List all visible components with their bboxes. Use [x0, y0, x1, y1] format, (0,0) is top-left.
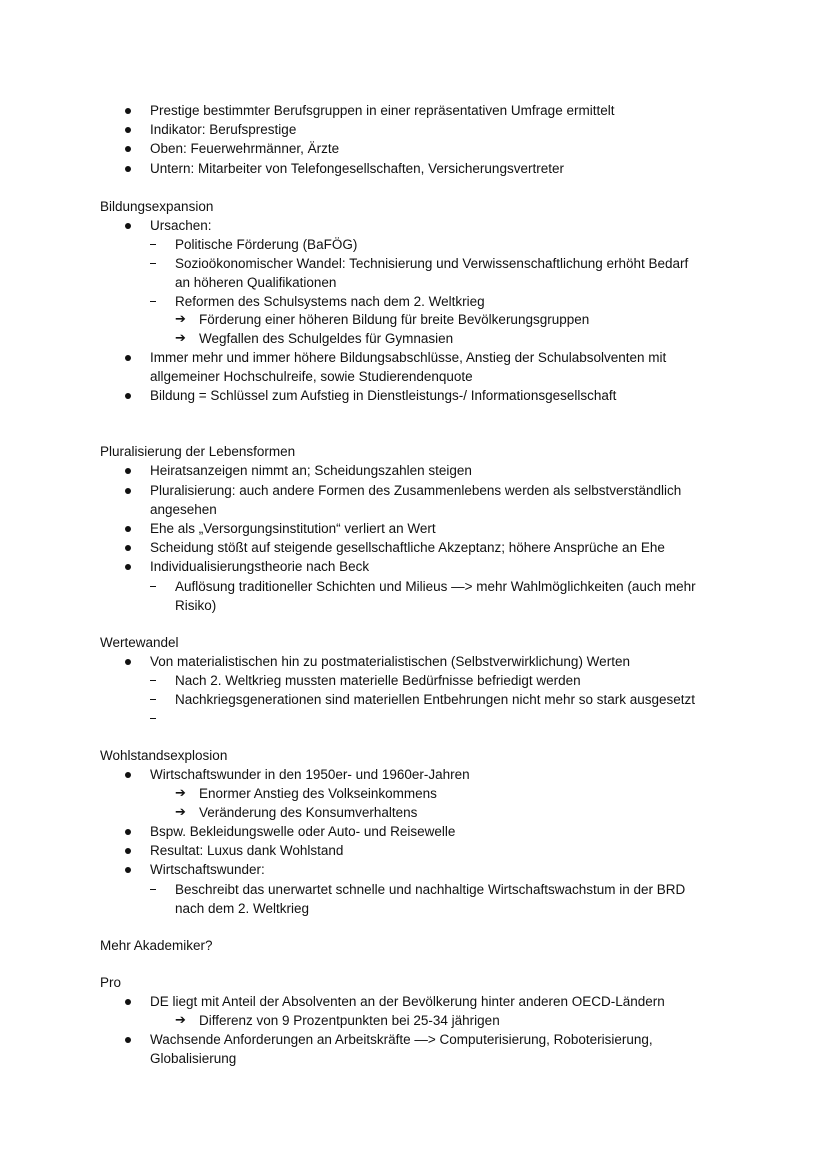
- bullet-icon: [125, 659, 131, 665]
- list-item-continuation: an höheren Qualifikationen: [175, 275, 337, 290]
- list-item: Wirtschaftswunder:: [150, 862, 265, 877]
- list-item: Sozioökonomischer Wandel: Technisierung und Verwissenschaftlichung erhöht Bedarf: [175, 256, 689, 271]
- dash-icon: [150, 718, 156, 719]
- list-item: Bildung = Schlüssel zum Aufstieg in Dienstleistungs-/ Informationsgesellschaft: [150, 388, 617, 403]
- dash-icon: [150, 263, 156, 264]
- list-item: Bspw. Bekleidungswelle oder Auto- und Reisewelle: [150, 824, 456, 839]
- list-item-continuation: nach dem 2. Weltkrieg: [175, 901, 310, 916]
- list-item: DE liegt mit Anteil der Absolventen an der Bevölkerung hinter anderen OECD-Ländern: [150, 994, 665, 1009]
- bullet-icon: [125, 127, 131, 133]
- list-item: Förderung einer höheren Bildung für breite Bevölkerungsgruppen: [199, 312, 590, 327]
- bullet-icon: [125, 848, 131, 854]
- list-item-continuation: allgemeiner Hochschulreife, sowie Studierendenquote: [150, 369, 473, 384]
- bullet-icon: [125, 355, 131, 361]
- list-item: Ursachen:: [150, 218, 212, 233]
- dash-icon: [150, 586, 156, 587]
- arrow-right-icon: ➔: [175, 1013, 186, 1028]
- list-item: Reformen des Schulsystems nach dem 2. Weltkrieg: [175, 294, 485, 309]
- bullet-icon: [125, 108, 131, 114]
- bullet-icon: [125, 393, 131, 399]
- dash-icon: [150, 699, 156, 700]
- list-item: Indikator: Berufsprestige: [150, 122, 297, 137]
- list-item: Oben: Feuerwehrmänner, Ärzte: [150, 141, 340, 156]
- bullet-icon: [125, 829, 131, 835]
- section-heading-akademiker: Mehr Akademiker?: [100, 938, 213, 953]
- list-item: Untern: Mitarbeiter von Telefongesellschaften, Versicherungsvertreter: [150, 161, 564, 176]
- dash-icon: [150, 301, 156, 302]
- arrow-right-icon: ➔: [175, 786, 186, 801]
- bullet-icon: [125, 166, 131, 172]
- list-item-continuation: Risiko): [175, 598, 217, 613]
- subheading-pro: Pro: [100, 975, 122, 990]
- list-item: Wegfallen des Schulgeldes für Gymnasien: [199, 331, 454, 346]
- dash-icon: [150, 244, 156, 245]
- bullet-icon: [125, 146, 131, 152]
- list-item-continuation: angesehen: [150, 502, 217, 517]
- dash-icon: [150, 889, 156, 890]
- section-heading-wertewandel: Wertewandel: [100, 635, 179, 650]
- bullet-icon: [125, 1037, 131, 1043]
- bullet-icon: [125, 545, 131, 551]
- list-item: Prestige bestimmter Berufsgruppen in einer repräsentativen Umfrage ermittelt: [150, 103, 615, 118]
- list-item: Scheidung stößt auf steigende gesellschaftliche Akzeptanz; höhere Ansprüche an Ehe: [150, 540, 665, 555]
- list-item: Differenz von 9 Prozentpunkten bei 25-34 jährigen: [199, 1013, 500, 1028]
- list-item: Wachsende Anforderungen an Arbeitskräfte —> Computerisierung, Roboterisierung,: [150, 1032, 653, 1047]
- list-item: Ehe als „Versorgungsinstitution“ verliert an Wert: [150, 521, 436, 536]
- bullet-icon: [125, 468, 131, 474]
- bullet-icon: [125, 772, 131, 778]
- list-item: Pluralisierung: auch andere Formen des Zusammenlebens werden als selbstverständlich: [150, 483, 682, 498]
- list-item: Von materialistischen hin zu postmaterialistischen (Selbstverwirklichung) Werten: [150, 654, 630, 669]
- list-item: Beschreibt das unerwartet schnelle und nachhaltige Wirtschaftswachstum in der BRD: [175, 882, 686, 897]
- list-item: Veränderung des Konsumverhaltens: [199, 805, 418, 820]
- list-item: Nachkriegsgenerationen sind materiellen Entbehrungen nicht mehr so stark ausgesetzt: [175, 692, 696, 707]
- list-item: Individualisierungstheorie nach Beck: [150, 559, 370, 574]
- list-item: Immer mehr und immer höhere Bildungsabschlüsse, Anstieg der Schulabsolventen mit: [150, 350, 667, 365]
- bullet-icon: [125, 999, 131, 1005]
- list-item: Auflösung traditioneller Schichten und Milieus —> mehr Wahlmöglichkeiten (auch mehr: [175, 579, 696, 594]
- list-item: Politische Förderung (BaFÖG): [175, 237, 358, 252]
- section-heading-wohlstand: Wohlstandsexplosion: [100, 748, 228, 763]
- bullet-icon: [125, 488, 131, 494]
- list-item: Resultat: Luxus dank Wohlstand: [150, 843, 344, 858]
- list-item: Heiratsanzeigen nimmt an; Scheidungszahlen steigen: [150, 463, 472, 478]
- arrow-right-icon: ➔: [175, 312, 186, 327]
- list-item: Nach 2. Weltkrieg mussten materielle Bedürfnisse befriedigt werden: [175, 673, 581, 688]
- arrow-right-icon: ➔: [175, 805, 186, 820]
- arrow-right-icon: ➔: [175, 331, 186, 346]
- bullet-icon: [125, 223, 131, 229]
- list-item-continuation: Globalisierung: [150, 1051, 237, 1066]
- bullet-icon: [125, 564, 131, 570]
- section-heading-pluralisierung: Pluralisierung der Lebensformen: [100, 444, 296, 459]
- list-item: Enormer Anstieg des Volkseinkommens: [199, 786, 437, 801]
- bullet-icon: [125, 526, 131, 532]
- bullet-icon: [125, 867, 131, 873]
- list-item: Wirtschaftswunder in den 1950er- und 1960er-Jahren: [150, 767, 470, 782]
- section-heading-bildung: Bildungsexpansion: [100, 199, 214, 214]
- dash-icon: [150, 680, 156, 681]
